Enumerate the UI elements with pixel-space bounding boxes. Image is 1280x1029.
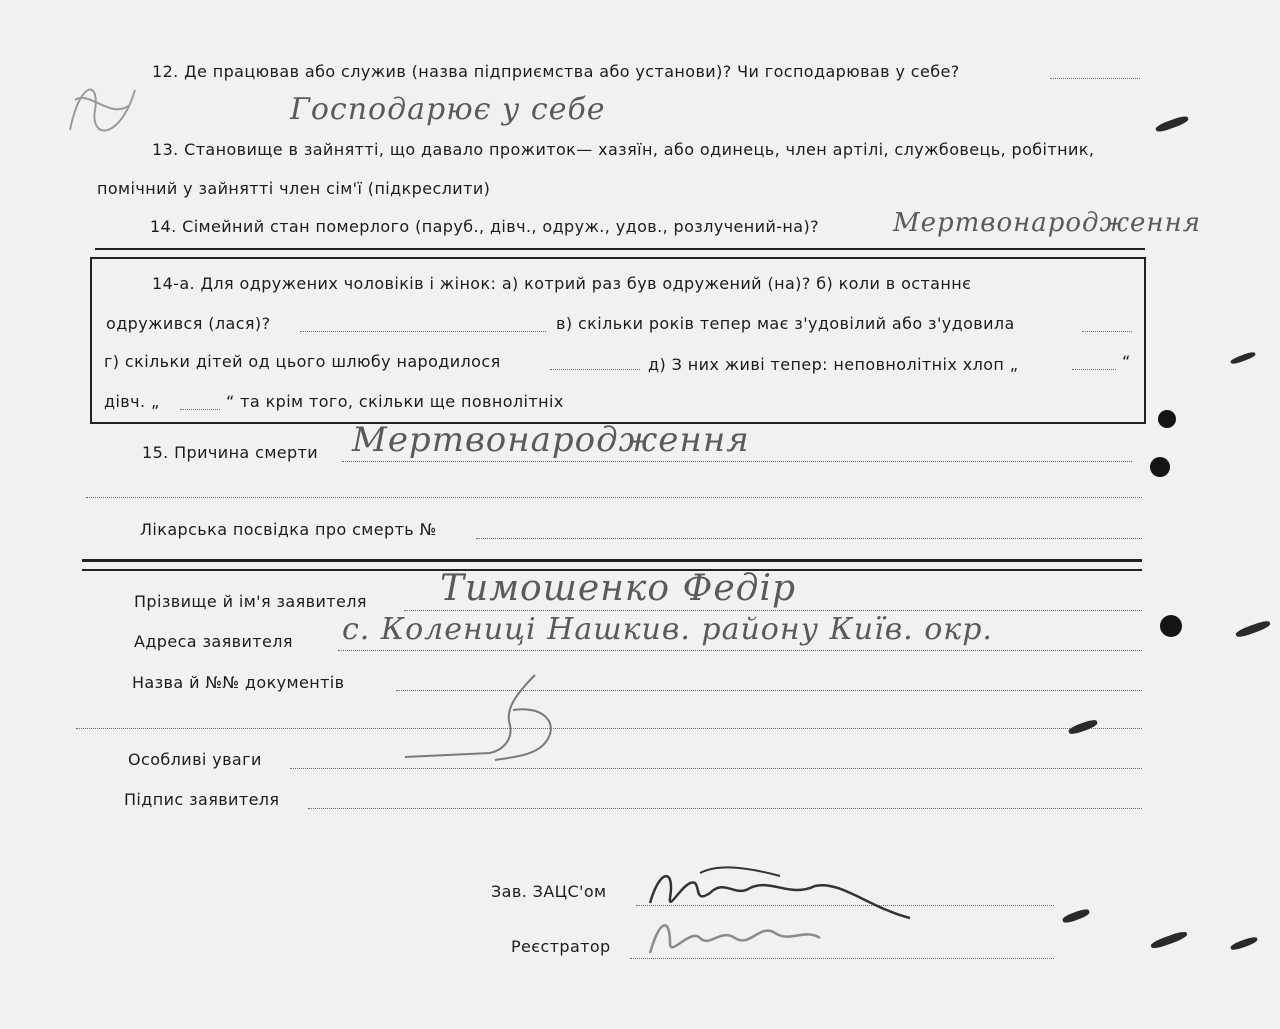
applicant-docs-line-2: [76, 728, 1142, 729]
q14a-line4a: дівч. „: [104, 392, 160, 411]
paper-tear: [1230, 935, 1259, 951]
margin-annotation: [60, 70, 140, 150]
paper-tear: [1150, 930, 1188, 951]
q14a-boys-line: [1072, 369, 1116, 370]
q14-answer: Мертвонародження: [893, 208, 1201, 238]
double-rule-top: [82, 559, 1142, 562]
paper-tear: [1235, 619, 1272, 639]
q14a-widowed-years-line: [1082, 331, 1132, 332]
q14a-line2a: одружився (лася)?: [106, 314, 271, 333]
q14a-line1: 14-а. Для одружених чоловіків і жінок: а) котрий раз був одружений (на)? б) коли в останнє: [152, 274, 972, 293]
applicant-name-value: Тимошенко Федір: [440, 568, 797, 609]
notes-label: Особливі уваги: [128, 750, 262, 769]
applicant-address-value: с. Колениці Нашкив. району Київ. окр.: [342, 612, 993, 647]
q12-fill-line: [1050, 78, 1140, 79]
certificate-fill-line: [476, 538, 1142, 539]
paper-tear: [1230, 351, 1256, 366]
signature-label: Підпис заявителя: [124, 790, 280, 809]
signature-line: [308, 808, 1142, 809]
q14a-married-when-line: [300, 331, 546, 332]
applicant-name-label: Прізвище й ім'я заявителя: [134, 592, 367, 611]
q12-label: 12. Де працював або служив (назва підприємства або установи)? Чи господарював у себе?: [152, 62, 960, 81]
binding-hole: [1150, 457, 1170, 477]
q15-fill-line: [342, 461, 1132, 462]
applicant-docs-label: Назва й №№ документів: [132, 673, 345, 692]
paper-tear: [1068, 718, 1099, 736]
section-rule: [95, 248, 1145, 250]
q13-line2: помічний у зайнятті член сім'ї (підкреслити): [97, 179, 491, 198]
registrar-label: Реєстратор: [511, 937, 611, 956]
q13-line1: 13. Становище в зайнятті, що давало прожиток— хазяїн, або одинець, член артілі, службовець, робітник,: [152, 140, 1095, 159]
q14-label: 14. Сімейний стан померлого (паруб., дівч., одруж., удов., розлучений-на)?: [150, 217, 820, 236]
q14a-children-line: [550, 369, 640, 370]
q15-label: 15. Причина смерти: [142, 443, 319, 462]
q15-answer: Мертвонародження: [352, 420, 750, 460]
q14a-line3b: д) З них живі тепер: неповнолітніх хлоп „: [648, 355, 1019, 374]
q14a-line3c: “: [1122, 352, 1131, 371]
registrar-signature: [640, 908, 840, 968]
q12-answer: Господарює у себе: [290, 92, 606, 127]
q14a-line2b: в) скільки років тепер має з'удовілий або з'удовила: [556, 314, 1015, 333]
head-label: Зав. ЗАЦС'ом: [491, 882, 607, 901]
certificate-label: Лікарська посвідка про смерть №: [140, 520, 437, 539]
applicant-address-label: Адреса заявителя: [134, 632, 293, 651]
notes-line: [290, 768, 1142, 769]
paper-tear: [1061, 907, 1090, 924]
q15-fill-line-2: [86, 497, 1142, 498]
applicant-name-line: [404, 610, 1142, 611]
paper-tear: [1155, 114, 1190, 133]
pencil-dash-mark: [395, 665, 575, 775]
binding-hole: [1160, 615, 1182, 637]
q14a-girls-line: [180, 409, 220, 410]
q14a-line4b: “ та крім того, скільки ще повнолітніх: [226, 392, 564, 411]
q14a-line3a: г) скільки дітей од цього шлюбу народилося: [104, 352, 501, 371]
applicant-address-line: [338, 650, 1142, 651]
binding-hole: [1158, 410, 1176, 428]
